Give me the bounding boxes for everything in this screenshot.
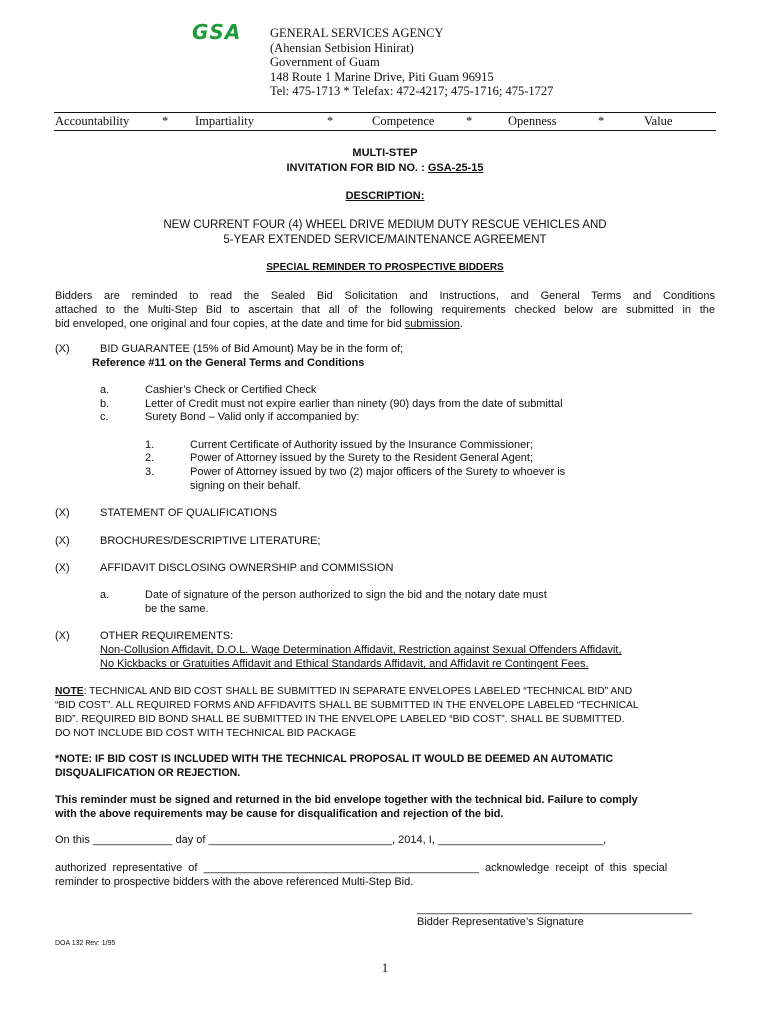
num-3-text-cont: signing on their behalf.: [190, 480, 301, 492]
affidavit-a-letter: a.: [100, 589, 110, 601]
page-number: 1: [381, 960, 389, 975]
num-1: 1.: [145, 439, 155, 451]
authorized-line-2: reminder to prospective bidders with the above referenced Multi-Step Bid.: [55, 876, 414, 888]
guarantee-reference: Reference #11 on the General Terms and Conditions: [92, 357, 365, 369]
intro-period: .: [459, 318, 463, 330]
doc-type: MULTI-STEP: [352, 147, 418, 159]
check-mark-brochures: (X): [55, 535, 70, 547]
other-requirements-line-1: Non-Collusion Affidavit, D.O.L. Wage Determination Affidavit, Restriction against Sexual Offenders Affidavit,: [100, 644, 622, 656]
value-separator: *: [162, 114, 169, 128]
description-line-1: NEW CURRENT FOUR (4) WHEEL DRIVE MEDIUM DUTY RESCUE VEHICLES AND: [163, 219, 607, 231]
check-mark-qualifications: (X): [55, 507, 70, 519]
value-openness: Openness: [508, 114, 557, 128]
sub-b-text: Letter of Credit must not expire earlier than ninety (90) days from the date of submittal: [145, 398, 563, 410]
value-accountability: Accountability: [55, 114, 130, 128]
value-separator: *: [327, 114, 334, 128]
value-impartiality: Impartiality: [195, 114, 255, 128]
value-value: Value: [644, 114, 673, 128]
bid-number-line: [0, 162, 770, 174]
value-separator: *: [466, 114, 473, 128]
gsa-logo: GSA: [192, 20, 242, 44]
value-separator: *: [598, 114, 605, 128]
bid-number: GSA-25-15: [427, 162, 484, 174]
authorized-line-1[interactable]: authorized representative of _____________________________________________ acknowledge receipt of this special: [55, 862, 668, 874]
intro-submission: submission: [404, 318, 460, 330]
note-block: [55, 685, 715, 741]
description-line-2: 5-YEAR EXTENDED SERVICE/MAINTENANCE AGREEMENT: [223, 234, 547, 246]
note-line-1: [55, 685, 715, 699]
num-3-text: Power of Attorney issued by two (2) major officers of the Surety to whoever is: [190, 466, 566, 478]
affidavit-a-line-1: Date of signature of the person authorized to sign the bid and the notary date must: [145, 589, 547, 601]
signing-reminder-line-2: with the above requirements may be cause for disqualification and rejection of the bid.: [55, 808, 504, 820]
signing-reminder-line-1: This reminder must be signed and returned in the bid envelope together with the technical bid. Failure to comply: [55, 794, 638, 806]
intro-line-3-text: bid enveloped, one original and four copies, at the date and time for bid: [55, 318, 405, 330]
check-mark-affidavit: (X): [55, 562, 70, 574]
header-rule: [54, 112, 716, 113]
intro-line-3: [55, 317, 715, 331]
bid-guarantee: BID GUARANTEE (15% of Bid Amount) May be in the form of;: [100, 343, 404, 355]
check-mark-guarantee: (X): [55, 343, 70, 355]
num-1-text: Current Certificate of Authority issued by the Insurance Commissioner;: [190, 439, 533, 451]
brochures-literature: BROCHURES/DESCRIPTIVE LITERATURE;: [100, 535, 321, 547]
other-requirements-line-2: No Kickbacks or Gratuities Affidavit and Ethical Standards Affidavit, and Affidavit re Contingent Fees.: [100, 658, 589, 670]
disqualification-line-1: *NOTE: IF BID COST IS INCLUDED WITH THE TECHNICAL PROPOSAL IT WOULD BE DEEMED AN AUTOMATIC: [55, 753, 614, 765]
check-mark-other: (X): [55, 630, 70, 642]
affidavit-a-line-2: be the same.: [145, 603, 209, 615]
sub-b-letter: b.: [100, 398, 110, 410]
agency-subname: (Ahensian Setbision Hinirat): [270, 40, 414, 55]
affidavit-ownership: AFFIDAVIT DISCLOSING OWNERSHIP and COMMISSION: [100, 562, 394, 574]
acknowledgement-date-line[interactable]: On this _____________ day of ______________________________, 2014, I, ___________________________,: [55, 834, 607, 846]
agency-phone: Tel: 475-1713 * Telefax: 472-4217; 475-1716; 475-1727: [270, 84, 554, 98]
num-3: 3.: [145, 466, 155, 478]
letterhead: [270, 26, 553, 99]
signature-label: Bidder Representative’s Signature: [417, 916, 584, 928]
intro-line-2: attached to the Multi-Step Bid to ascertain that all of the following requirements checked below are submitted in the: [55, 304, 715, 316]
note-label: NOTE: [55, 686, 84, 697]
sub-a-letter: a.: [100, 384, 110, 396]
other-requirements: OTHER REQUIREMENTS:: [100, 630, 234, 642]
intro-line-1: Bidders are reminded to read the Sealed Bid Solicitation and Instructions, and General Terms and Conditions: [55, 290, 715, 302]
government-name: Government of Guam: [270, 55, 380, 69]
sub-c-text: Surety Bond – Valid only if accompanied by:: [145, 411, 360, 423]
note-line-2: “BID COST”. ALL REQUIRED FORMS AND AFFIDAVITS SHALL BE SUBMITTED IN THE ENVELOPE LABELED “TECHNICAL: [55, 700, 639, 711]
value-competence: Competence: [372, 114, 435, 128]
form-number: DOA 132 Rev: 1/95: [55, 940, 116, 947]
agency-name: GENERAL SERVICES AGENCY: [270, 26, 444, 40]
statement-of-qualifications: STATEMENT OF QUALIFICATIONS: [100, 507, 278, 519]
num-2-text: Power of Attorney issued by the Surety to the Resident General Agent;: [190, 452, 534, 464]
bid-number-prefix: INVITATION FOR BID NO. :: [286, 162, 428, 174]
disqualification-line-2: DISQUALIFICATION OR REJECTION.: [55, 767, 241, 779]
signing-reminder: [55, 793, 715, 821]
sub-c-letter: c.: [100, 411, 109, 423]
agency-address: 148 Route 1 Marine Drive, Piti Guam 96915: [270, 69, 494, 84]
intro-paragraph: [55, 289, 715, 331]
note-line-3: BID”. REQUIRED BID BOND SHALL BE SUBMITTED IN THE ENVELOPE LABELED “BID COST”. SHALL BE SUBMITTED.: [55, 714, 625, 725]
sub-a-text: Cashier’s Check or Certified Check: [145, 384, 317, 396]
num-2: 2.: [145, 452, 155, 464]
note-line-1-text: : TECHNICAL AND BID COST SHALL BE SUBMITTED IN SEPARATE ENVELOPES LABELED “TECHNICAL BID” AND: [83, 686, 633, 697]
description-label: DESCRIPTION:: [345, 190, 425, 202]
disqualification-note: [55, 752, 715, 780]
reminder-heading: SPECIAL REMINDER TO PROSPECTIVE BIDDERS: [266, 262, 504, 273]
signature-line[interactable]: _____________________________________________: [417, 903, 693, 915]
authorized-representative: [55, 861, 715, 889]
values-rule: [54, 130, 716, 131]
note-line-4: DO NOT INCLUDE BID COST WITH TECHNICAL BID PACKAGE: [55, 728, 356, 739]
